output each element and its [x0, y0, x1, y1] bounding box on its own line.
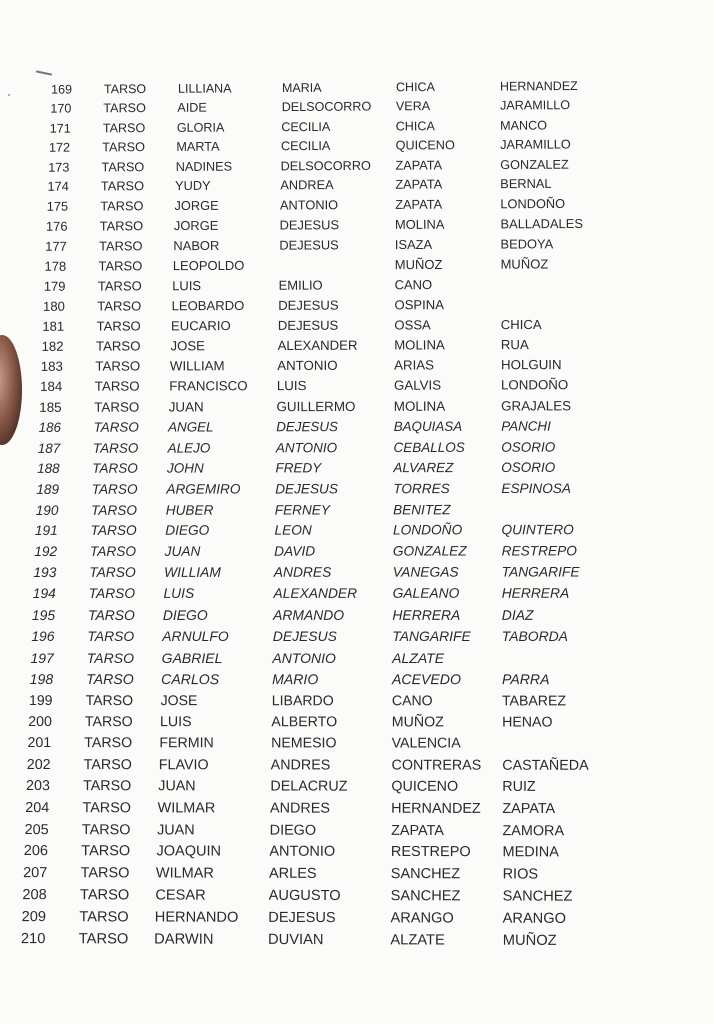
- first-name-cell: JOSE: [170, 337, 205, 354]
- middle-name-cell: ANTONIO: [272, 649, 336, 666]
- table-row: [0, 733, 714, 754]
- row-number: 173: [48, 160, 70, 175]
- first-name-cell: DARWIN: [154, 931, 214, 949]
- middle-name-cell: MARIA: [281, 80, 322, 96]
- first-name-cell: JUAN: [168, 398, 204, 415]
- table-row: [0, 253, 714, 276]
- middle-name-cell: ANDREA: [280, 177, 334, 193]
- second-surname-cell: CHICA: [500, 316, 542, 332]
- middle-name-cell: ANTONIO: [269, 843, 336, 861]
- first-name-cell: ANGEL: [168, 419, 214, 435]
- middle-name-cell: DEJESUS: [272, 628, 337, 645]
- first-surname-cell: RESTREPO: [390, 844, 471, 861]
- table-row: [0, 584, 714, 604]
- row-number: 185: [39, 399, 62, 415]
- table-row: [0, 605, 714, 625]
- municipality-cell: TARSO: [97, 277, 142, 294]
- row-number: 188: [37, 461, 60, 477]
- municipality-cell: TARSO: [99, 218, 144, 234]
- second-surname-cell: BALLADALES: [500, 215, 583, 232]
- row-number: 174: [47, 178, 69, 195]
- row-number: 207: [23, 865, 48, 882]
- middle-name-cell: ALEXANDER: [277, 337, 358, 353]
- second-surname-cell: MANCO: [500, 118, 548, 133]
- first-surname-cell: MOLINA: [394, 337, 445, 353]
- middle-name-cell: CECILIA: [281, 119, 331, 134]
- municipality-cell: TARSO: [88, 586, 136, 602]
- first-surname-cell: ALZATE: [392, 649, 445, 666]
- first-name-cell: NABOR: [173, 237, 220, 253]
- second-surname-cell: QUINTERO: [501, 522, 574, 538]
- middle-name-cell: ANDRES: [269, 800, 330, 817]
- first-surname-cell: BENITEZ: [393, 501, 451, 517]
- municipality-cell: TARSO: [100, 198, 144, 214]
- municipality-cell: TARSO: [100, 178, 145, 194]
- row-number: 175: [46, 198, 69, 214]
- middle-name-cell: NEMESIO: [271, 735, 337, 752]
- municipality-cell: TARSO: [83, 778, 132, 795]
- middle-name-cell: LUIS: [276, 378, 307, 394]
- row-number: 179: [43, 278, 66, 294]
- middle-name-cell: DAVID: [274, 543, 316, 559]
- municipality-cell: TARSO: [86, 649, 135, 666]
- first-name-cell: ARNULFO: [162, 628, 229, 645]
- middle-name-cell: LIBARDO: [271, 692, 334, 709]
- first-name-cell: WILLIAM: [169, 358, 225, 374]
- first-name-cell: ARGEMIRO: [166, 481, 241, 497]
- first-surname-cell: VALENCIA: [391, 735, 461, 752]
- first-name-cell: LEOBARDO: [171, 297, 245, 313]
- first-surname-cell: VERA: [395, 99, 431, 114]
- first-surname-cell: ZAPATA: [395, 176, 443, 193]
- first-surname-cell: BAQUIASA: [393, 418, 463, 435]
- first-surname-cell: ARANGO: [390, 910, 454, 927]
- table-row: [0, 478, 714, 499]
- first-surname-cell: TANGARIFE: [392, 628, 471, 645]
- table-row: [0, 755, 714, 776]
- municipality-cell: TARSO: [94, 378, 140, 394]
- municipality-cell: TARSO: [89, 544, 137, 560]
- middle-name-cell: DEJESUS: [278, 297, 339, 313]
- table-row: [0, 690, 714, 710]
- municipality-cell: TARSO: [84, 713, 133, 730]
- first-name-cell: DIEGO: [162, 607, 208, 624]
- second-surname-cell: JARAMILLO: [500, 137, 571, 153]
- middle-name-cell: DELSOCORRO: [280, 158, 371, 174]
- first-surname-cell: LONDOÑO: [392, 522, 463, 538]
- first-name-cell: EUCARIO: [170, 317, 231, 333]
- middle-name-cell: ARMANDO: [273, 606, 345, 623]
- second-surname-cell: ZAPATA: [502, 800, 556, 817]
- second-surname-cell: MUÑOZ: [500, 255, 549, 272]
- second-surname-cell: RIOS: [502, 866, 539, 883]
- row-number: 191: [34, 523, 58, 539]
- municipality-cell: TARSO: [86, 670, 134, 687]
- first-surname-cell: SANCHEZ: [390, 866, 461, 883]
- first-surname-cell: GALEANO: [392, 585, 460, 601]
- first-name-cell: FRANCISCO: [169, 378, 248, 394]
- row-number: 194: [32, 586, 56, 602]
- row-number: 176: [45, 218, 68, 234]
- middle-name-cell: DEJESUS: [277, 317, 339, 333]
- table-row: [0, 334, 714, 357]
- second-surname-cell: RUA: [500, 336, 529, 352]
- municipality-cell: TARSO: [101, 159, 145, 175]
- municipality-cell: TARSO: [102, 140, 145, 155]
- second-surname-cell: HOLGUIN: [500, 357, 562, 373]
- table-row: [0, 626, 714, 646]
- municipality-cell: TARSO: [83, 756, 132, 773]
- municipality-cell: TARSO: [95, 338, 141, 354]
- second-surname-cell: HERRERA: [501, 585, 570, 601]
- second-surname-cell: HENAO: [502, 713, 553, 730]
- first-surname-cell: MUÑOZ: [394, 256, 443, 272]
- pen-mark: [36, 70, 52, 75]
- municipality-cell: TARSO: [99, 237, 143, 254]
- municipality-cell: TARSO: [90, 523, 137, 539]
- middle-name-cell: ANTONIO: [277, 357, 338, 374]
- row-number: 184: [40, 379, 63, 395]
- first-name-cell: JORGE: [173, 217, 219, 233]
- second-surname-cell: HERNANDEZ: [499, 78, 578, 94]
- first-surname-cell: ALZATE: [390, 932, 445, 949]
- first-name-cell: WILLIAM: [164, 564, 221, 580]
- second-surname-cell: TABORDA: [501, 628, 568, 645]
- first-surname-cell: CEBALLOS: [393, 439, 465, 455]
- middle-name-cell: AUGUSTO: [268, 887, 341, 905]
- municipality-cell: TARSO: [79, 887, 130, 904]
- row-number: 197: [30, 649, 54, 666]
- first-surname-cell: VANEGAS: [392, 564, 459, 580]
- first-surname-cell: MUÑOZ: [391, 713, 444, 730]
- first-name-cell: NADINES: [175, 159, 233, 174]
- second-surname-cell: SANCHEZ: [502, 888, 573, 905]
- first-name-cell: YUDY: [175, 178, 211, 194]
- middle-name-cell: LEON: [274, 522, 312, 538]
- middle-name-cell: DEJESUS: [268, 910, 336, 927]
- second-surname-cell: LONDOÑO: [500, 377, 569, 393]
- table-row: [0, 294, 714, 317]
- municipality-cell: TARSO: [81, 843, 131, 860]
- middle-name-cell: ARLES: [268, 865, 317, 883]
- first-name-cell: JOHN: [166, 460, 204, 476]
- second-surname-cell: ARANGO: [502, 910, 566, 928]
- row-number: 178: [44, 258, 67, 274]
- table-row: [0, 669, 714, 689]
- table-row: [0, 499, 714, 520]
- first-surname-cell: SANCHEZ: [390, 888, 461, 905]
- row-number: 202: [26, 756, 51, 773]
- second-surname-cell: MUÑOZ: [502, 933, 557, 950]
- municipality-cell: TARSO: [96, 318, 141, 334]
- row-number: 190: [35, 502, 59, 518]
- first-name-cell: JUAN: [157, 821, 195, 838]
- row-number: 182: [41, 338, 64, 354]
- row-number: 205: [24, 821, 49, 838]
- first-name-cell: HERNANDO: [154, 909, 239, 926]
- municipality-cell: TARSO: [94, 399, 140, 415]
- table-row: [0, 712, 714, 733]
- first-surname-cell: OSSA: [394, 316, 431, 333]
- row-number: 186: [38, 419, 62, 435]
- table-row: [0, 929, 714, 951]
- first-surname-cell: ARIAS: [394, 357, 435, 373]
- middle-name-cell: DEJESUS: [279, 217, 340, 233]
- second-surname-cell: DIAZ: [501, 606, 534, 623]
- second-surname-cell: BEDOYA: [500, 235, 554, 252]
- table-row: [0, 395, 714, 417]
- second-surname-cell: LONDOÑO: [500, 195, 566, 212]
- second-surname-cell: OSORIO: [501, 460, 556, 476]
- first-name-cell: FERMIN: [159, 735, 214, 752]
- second-surname-cell: PANCHI: [501, 418, 551, 434]
- table-row: [0, 648, 714, 668]
- row-number: 170: [50, 101, 72, 116]
- table-row: [0, 233, 714, 256]
- second-surname-cell: GRAJALES: [501, 397, 572, 414]
- row-number: 201: [27, 734, 52, 751]
- first-name-cell: DIEGO: [165, 523, 210, 539]
- first-name-cell: WILMAR: [155, 865, 214, 882]
- middle-name-cell: DUVIAN: [267, 932, 324, 949]
- municipality-cell: TARSO: [92, 460, 138, 476]
- second-surname-cell: ESPINOSA: [501, 480, 571, 496]
- municipality-cell: TARSO: [80, 865, 130, 882]
- row-number: 172: [48, 140, 71, 155]
- municipality-cell: TARSO: [84, 734, 133, 752]
- first-name-cell: HUBER: [165, 502, 214, 518]
- table-row: [0, 841, 714, 863]
- first-surname-cell: MOLINA: [393, 398, 446, 414]
- row-number: 183: [40, 358, 63, 374]
- table-row: [0, 520, 714, 541]
- first-surname-cell: MOLINA: [394, 216, 445, 232]
- row-number: 210: [20, 931, 46, 948]
- middle-name-cell: GUILLERMO: [276, 398, 356, 414]
- row-number: 198: [29, 670, 54, 687]
- table-row: [0, 885, 714, 907]
- middle-name-cell: DELACRUZ: [270, 778, 348, 795]
- table-row: [0, 562, 714, 583]
- first-surname-cell: GONZALEZ: [392, 543, 467, 559]
- first-surname-cell: ACEVEDO: [391, 670, 461, 687]
- first-name-cell: LUIS: [163, 585, 195, 602]
- middle-name-cell: ANDRES: [270, 756, 331, 773]
- second-surname-cell: JARAMILLO: [500, 98, 571, 113]
- first-name-cell: FLAVIO: [158, 756, 209, 773]
- table-row: [0, 776, 714, 797]
- table-row: [0, 863, 714, 885]
- first-name-cell: JOAQUIN: [156, 843, 221, 860]
- first-name-cell: JOSE: [160, 692, 198, 709]
- municipality-cell: TARSO: [89, 564, 136, 581]
- first-surname-cell: OSPINA: [394, 296, 445, 312]
- municipality-cell: TARSO: [103, 81, 147, 97]
- row-number: 200: [28, 713, 52, 730]
- municipality-cell: TARSO: [87, 607, 135, 624]
- municipality-cell: TARSO: [92, 440, 139, 456]
- middle-name-cell: FERNEY: [274, 501, 330, 518]
- row-number: 171: [49, 121, 71, 136]
- first-surname-cell: ZAPATA: [395, 158, 443, 173]
- first-surname-cell: CANO: [391, 692, 433, 709]
- middle-name-cell: MARIO: [272, 670, 319, 687]
- middle-name-cell: DEJESUS: [276, 419, 338, 435]
- row-number: 206: [23, 843, 49, 860]
- first-name-cell: WILMAR: [157, 800, 216, 817]
- row-number: 199: [28, 692, 53, 709]
- second-surname-cell: BERNAL: [500, 176, 552, 192]
- second-surname-cell: PARRA: [501, 670, 550, 687]
- second-surname-cell: TABAREZ: [501, 692, 566, 709]
- second-surname-cell: RESTREPO: [501, 543, 577, 559]
- second-surname-cell: GONZALEZ: [500, 157, 569, 172]
- second-surname-cell: CASTAÑEDA: [502, 757, 589, 774]
- first-name-cell: CARLOS: [161, 670, 220, 687]
- middle-name-cell: EMILIO: [278, 277, 323, 293]
- first-surname-cell: QUICENO: [395, 138, 455, 153]
- table-row: [0, 355, 714, 377]
- first-name-cell: LILLIANA: [177, 81, 232, 96]
- table-row: [0, 907, 714, 929]
- row-number: 169: [51, 82, 73, 97]
- municipality-cell: TARSO: [103, 101, 146, 116]
- first-surname-cell: CONTRERAS: [391, 757, 482, 774]
- municipality-cell: TARSO: [79, 909, 129, 926]
- row-number: 180: [42, 298, 65, 314]
- first-surname-cell: QUICENO: [391, 778, 459, 795]
- first-surname-cell: ZAPATA: [395, 196, 443, 212]
- first-name-cell: ALEJO: [167, 440, 211, 456]
- municipality-cell: TARSO: [81, 821, 131, 838]
- first-surname-cell: ALVAREZ: [393, 460, 454, 476]
- municipality-cell: TARSO: [95, 358, 141, 374]
- table-row: [0, 798, 714, 819]
- first-name-cell: GABRIEL: [161, 649, 223, 666]
- first-name-cell: JORGE: [174, 197, 219, 214]
- row-number: 181: [42, 318, 65, 334]
- table-row: [0, 820, 714, 842]
- first-name-cell: AIDE: [177, 100, 207, 116]
- municipality-cell: TARSO: [93, 419, 139, 435]
- middle-name-cell: ANDRES: [273, 564, 332, 580]
- first-surname-cell: HERNANDEZ: [391, 800, 481, 817]
- second-surname-cell: OSORIO: [501, 439, 556, 455]
- first-surname-cell: ZAPATA: [391, 822, 444, 839]
- municipality-cell: TARSO: [87, 628, 135, 645]
- row-number: 177: [45, 238, 67, 254]
- municipality-cell: TARSO: [91, 481, 138, 497]
- second-surname-cell: RUIZ: [502, 778, 536, 796]
- municipality-cell: TARSO: [97, 297, 142, 314]
- first-surname-cell: GALVIS: [393, 377, 442, 394]
- middle-name-cell: ANTONIO: [275, 439, 338, 455]
- table-row: [0, 375, 714, 397]
- row-number: 193: [33, 565, 57, 581]
- middle-name-cell: CECILIA: [280, 139, 331, 154]
- first-surname-cell: HERRERA: [392, 606, 461, 623]
- table-row: [0, 437, 714, 459]
- first-surname-cell: TORRES: [393, 480, 450, 497]
- first-name-cell: GLORIA: [176, 120, 225, 135]
- middle-name-cell: ALEXANDER: [273, 585, 358, 601]
- municipality-cell: TARSO: [85, 692, 134, 709]
- first-name-cell: JUAN: [164, 543, 201, 560]
- row-number: 203: [26, 778, 50, 795]
- first-name-cell: MARTA: [176, 139, 220, 155]
- row-number: 187: [37, 440, 61, 456]
- middle-name-cell: FREDY: [275, 460, 322, 476]
- table-row: [0, 416, 714, 438]
- table-row: [0, 541, 714, 562]
- row-number: 196: [31, 628, 55, 645]
- first-name-cell: LUIS: [172, 277, 202, 293]
- first-name-cell: LEOPOLDO: [172, 257, 245, 273]
- first-name-cell: JUAN: [158, 778, 196, 795]
- second-surname-cell: TANGARIFE: [501, 564, 580, 580]
- middle-name-cell: DIEGO: [269, 822, 317, 839]
- second-surname-cell: ZAMORA: [502, 822, 565, 839]
- first-surname-cell: ISAZA: [394, 236, 433, 252]
- table-row: [0, 273, 714, 296]
- first-surname-cell: CHICA: [395, 79, 435, 95]
- municipality-cell: TARSO: [102, 120, 146, 136]
- middle-name-cell: ALBERTO: [271, 713, 338, 730]
- row-number: 189: [36, 481, 60, 497]
- middle-name-cell: DEJESUS: [279, 236, 339, 253]
- second-surname-cell: MEDINA: [502, 844, 559, 861]
- row-number: 192: [34, 544, 58, 560]
- table-row: [0, 458, 714, 479]
- row-number: 208: [22, 887, 47, 904]
- row-number: 209: [21, 909, 47, 926]
- middle-name-cell: DEJESUS: [275, 481, 338, 497]
- table-row: [0, 314, 714, 337]
- first-surname-cell: CHICA: [395, 118, 435, 134]
- municipality-cell: TARSO: [78, 931, 129, 948]
- municipality-cell: TARSO: [91, 502, 137, 518]
- first-surname-cell: CANO: [394, 276, 433, 292]
- first-name-cell: LUIS: [159, 713, 192, 730]
- row-number: 204: [25, 799, 50, 816]
- row-number: 195: [31, 607, 56, 624]
- first-name-cell: CESAR: [155, 887, 206, 904]
- middle-name-cell: DELSOCORRO: [281, 99, 372, 115]
- municipality-cell: TARSO: [82, 799, 132, 817]
- middle-name-cell: ANTONIO: [279, 197, 339, 213]
- municipality-cell: TARSO: [98, 257, 143, 274]
